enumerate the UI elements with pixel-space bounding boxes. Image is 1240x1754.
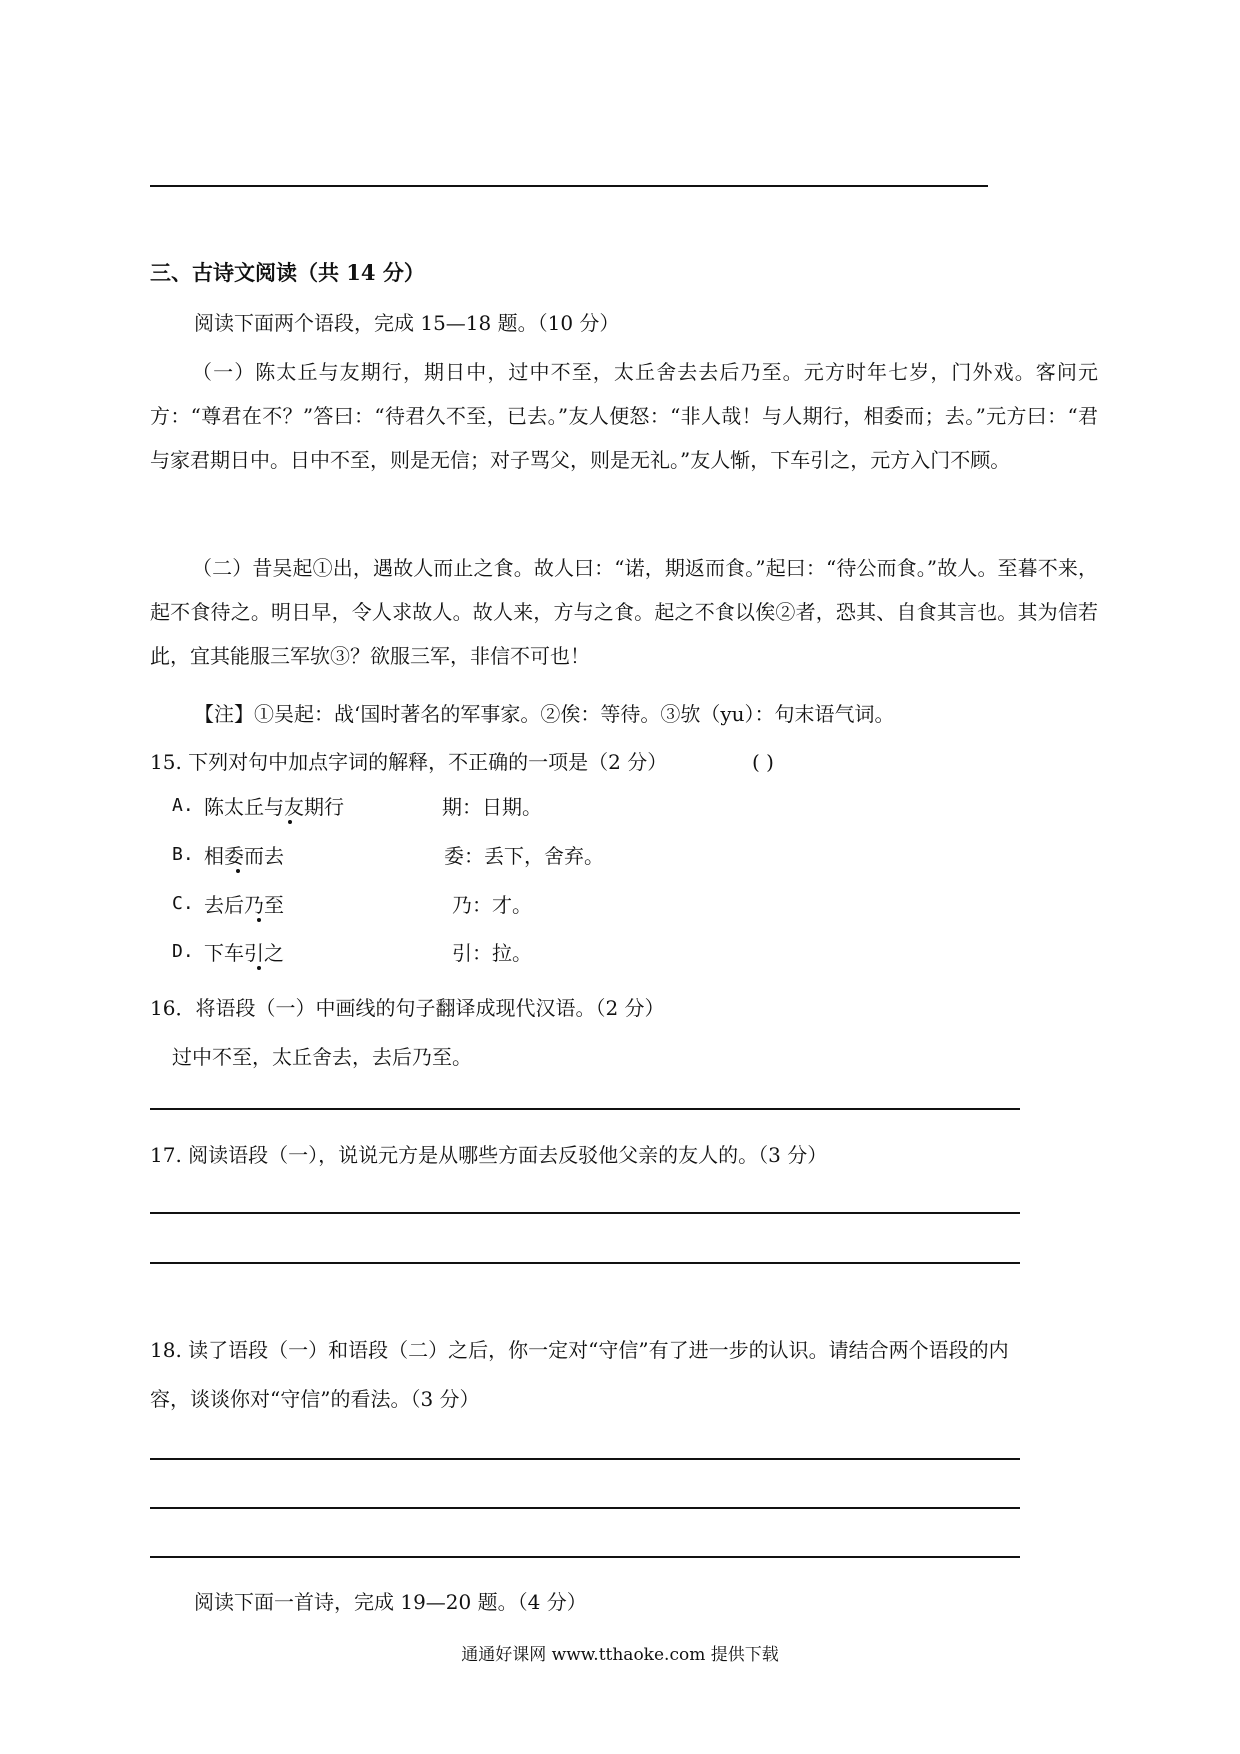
q15-answer-bracket[interactable]: ( ) <box>752 750 774 774</box>
q15-stem: 15. 下列对句中加点字词的解释，不正确的一项是（2 分） <box>150 750 668 774</box>
q15-option-d-gloss: 引：拉。 <box>452 941 532 965</box>
q16-answer-line[interactable] <box>150 1108 1020 1110</box>
emphasis-dot <box>288 820 292 824</box>
q16-stem: 16．将语段（一）中画线的句子翻译成现代汉语。（2 分） <box>150 996 665 1020</box>
emphasis-dot <box>257 918 261 922</box>
q16-sentence: 过中不至，太丘舍去，去后乃至。 <box>172 1045 472 1069</box>
q15-option-c-phrase: 去后乃至 <box>204 893 284 917</box>
q17-answer-line-2[interactable] <box>150 1262 1020 1264</box>
reading-intro-2: 阅读下面一首诗，完成 19—20 题。（4 分） <box>194 1590 587 1614</box>
page-footer: 通通好课网 www.tthaoke.com 提供下载 <box>461 1645 779 1665</box>
q15-option-b-gloss: 委：丢下，舍弃。 <box>444 844 604 868</box>
q15-option-b-letter: B. <box>172 844 194 865</box>
q15-option-a-gloss: 期：日期。 <box>442 795 542 819</box>
q15-option-a-letter: A. <box>172 795 194 816</box>
section-title: 三、古诗文阅读（共 14 分） <box>150 260 425 285</box>
q15-option-d-letter: D. <box>172 941 194 962</box>
answer-line-top <box>150 185 988 187</box>
emphasis-dot <box>257 966 261 970</box>
emphasis-dot <box>236 869 240 873</box>
annotation-note: 【注】①吴起：战‘国时著名的军事家。②俟：等待。③欤（yu）：句末语气词。 <box>194 702 895 726</box>
q15-option-a-phrase: 陈太丘与友期行 <box>204 795 344 819</box>
q18-stem-line-1: 18. 读了语段（一）和语段（二）之后，你一定对“守信”有了进一步的认识。请结合两个语段的内 <box>150 1338 1009 1362</box>
q18-stem-line-2: 容，谈谈你对“守信”的看法。（3 分） <box>150 1387 480 1411</box>
q15-option-c-letter: C. <box>172 893 194 914</box>
q15-option-c-gloss: 乃：才。 <box>452 893 532 917</box>
reading-intro-1: 阅读下面两个语段，完成 15—18 题。（10 分） <box>194 311 620 335</box>
q15-option-b-phrase: 相委而去 <box>204 844 284 868</box>
passage-one: （一）陈太丘与友期行，期日中，过中不至，太丘舍去去后乃至。元方时年七岁，门外戏。客问元方：“尊君在不？”答曰：“待君久不至，已去。”友人便怒：“非人哉！与人期行，相委而；去。”元方曰：“君与家君期日中。日中不至，则是无信；对子骂父，则是无礼。”友人惭，下车引之，元方入门不顾。 <box>150 360 1098 472</box>
passage-two: （二）昔吴起①出，遇故人而止之食。故人曰：“诺，期返而食。”起曰：“待公而食。”故人。至暮不来，起不食待之。明日早，令人求故人。故人来，方与之食。起之不食以俟②者，恐其、自食其言也。其为信若此，宜其能服三军欤③？欲服三军，非信不可也！ <box>150 556 1098 668</box>
q17-answer-line-1[interactable] <box>150 1212 1020 1214</box>
q18-answer-line-3[interactable] <box>150 1556 1020 1558</box>
q15-option-d-phrase: 下车引之 <box>204 941 284 965</box>
q17-stem: 17. 阅读语段（一），说说元方是从哪些方面去反驳他父亲的友人的。（3 分） <box>150 1143 828 1167</box>
q18-answer-line-1[interactable] <box>150 1458 1020 1460</box>
q18-answer-line-2[interactable] <box>150 1507 1020 1509</box>
